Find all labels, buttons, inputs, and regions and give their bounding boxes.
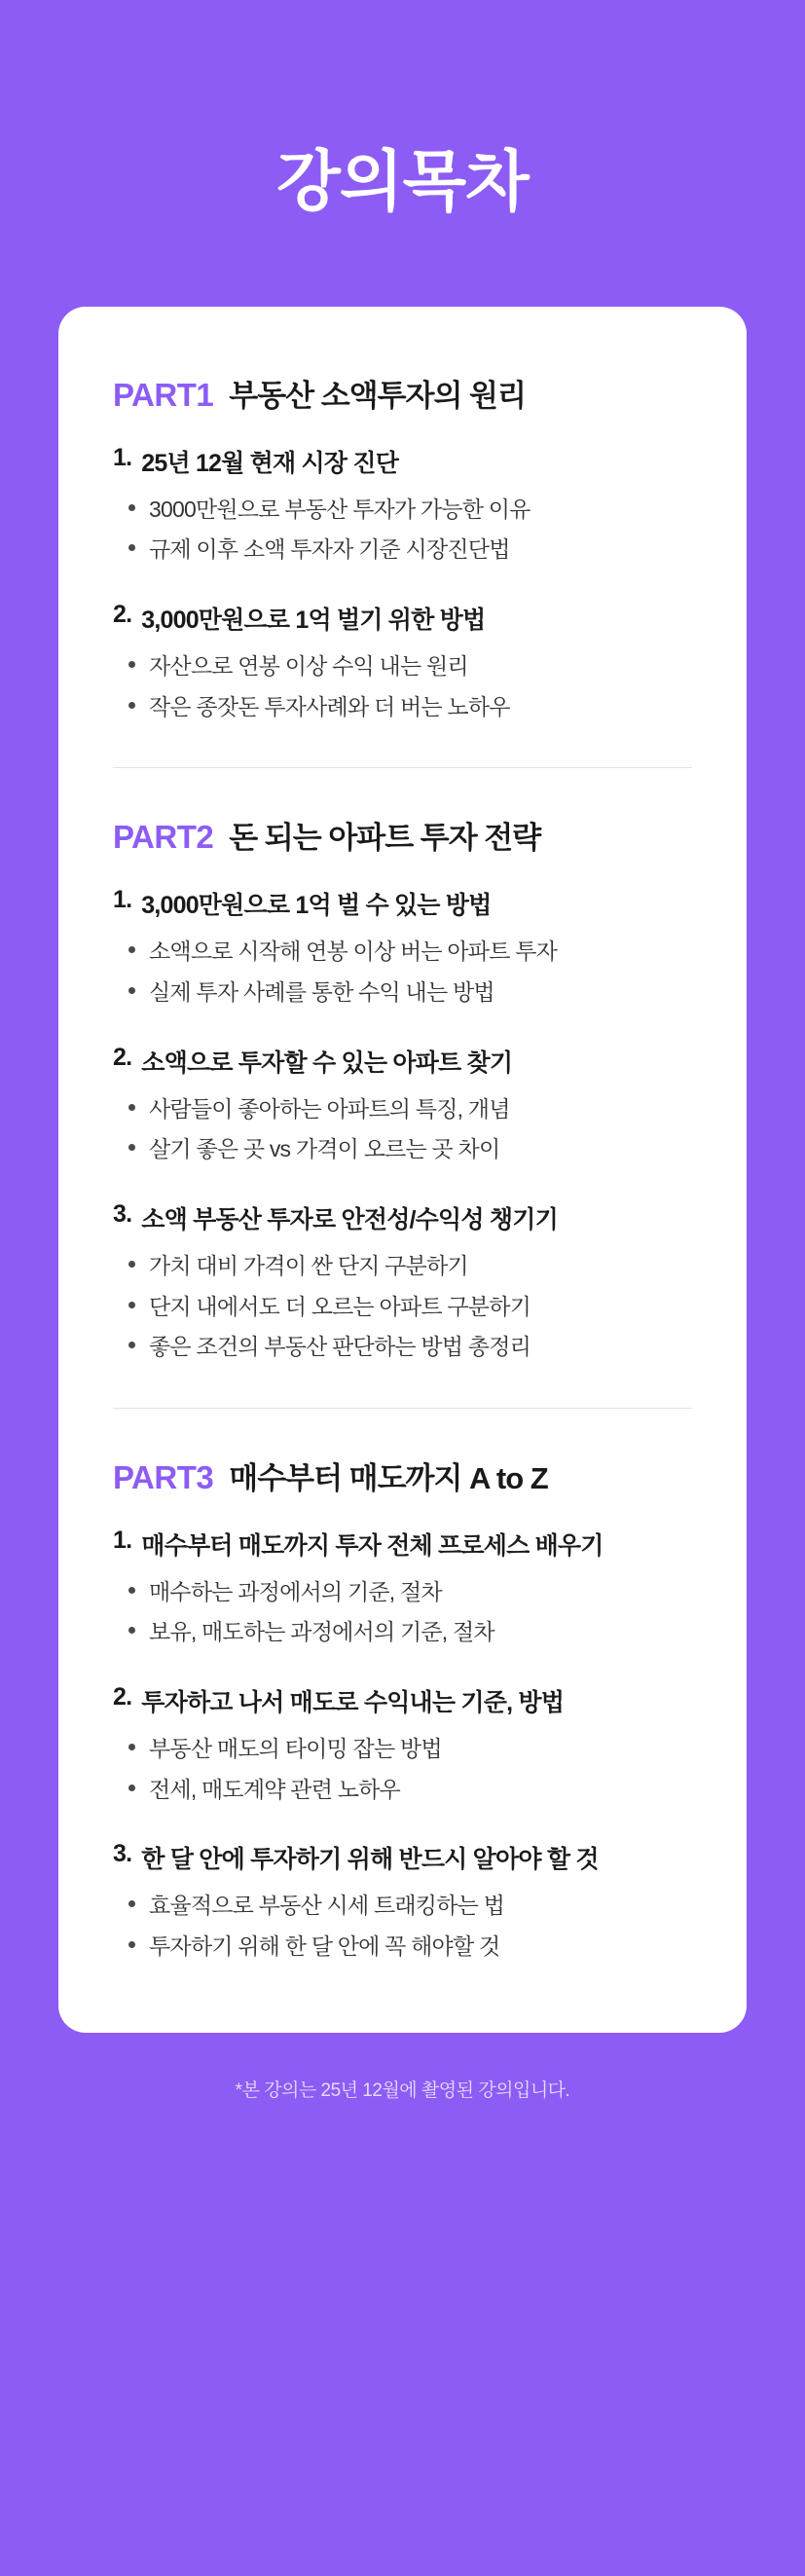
part-block-3 — [113, 1454, 692, 1965]
list-item-label: 보유, 매도하는 과정에서의 기준, 절차 — [149, 1619, 494, 1645]
bullet-dot-icon — [128, 1627, 135, 1634]
list-item — [113, 1930, 692, 1965]
section-label: 투자하고 나서 매도로 수익내는 기준, 방법 — [141, 1689, 565, 1717]
list-item-label: 실제 투자 사례를 통한 수익 내는 방법 — [149, 979, 494, 1005]
list-item-label: 단지 내에서도 더 오르는 아파트 구분하기 — [149, 1293, 531, 1319]
list-item-label: 부동산 매도의 타이밍 잡는 방법 — [149, 1736, 442, 1762]
bullet-list — [113, 1249, 692, 1365]
part-tag: PART1 — [113, 376, 214, 413]
bullet-list — [113, 649, 692, 724]
list-item — [113, 649, 692, 684]
part-tag: PART3 — [113, 1458, 214, 1495]
bullet-dot-icon — [128, 1104, 135, 1111]
list-item-label: 자산으로 연봉 이상 수익 내는 원리 — [149, 653, 468, 680]
part-title: 부동산 소액투자의 원리 — [229, 378, 526, 413]
list-item — [113, 1773, 692, 1808]
bullet-dot-icon — [128, 544, 135, 551]
section-number: 2. — [113, 1043, 132, 1071]
divider — [113, 1408, 692, 1409]
section — [113, 1527, 692, 1650]
bullet-list — [113, 1889, 692, 1964]
list-item — [113, 1249, 692, 1284]
list-item — [113, 1330, 692, 1365]
section-label: 소액으로 투자할 수 있는 아파트 찾기 — [141, 1049, 513, 1077]
list-item — [113, 1092, 692, 1127]
list-item — [113, 690, 692, 725]
bullet-list — [113, 493, 692, 568]
part-heading — [113, 1454, 692, 1497]
section-label: 25년 12월 현재 시장 진단 — [141, 449, 399, 477]
bullet-dot-icon — [128, 1785, 135, 1791]
bullet-list — [113, 1575, 692, 1650]
bullet-dot-icon — [128, 1744, 135, 1750]
bullet-dot-icon — [128, 1587, 135, 1594]
section-title — [113, 1200, 692, 1235]
bullet-dot-icon — [128, 504, 135, 511]
list-item — [113, 533, 692, 568]
part-heading — [113, 371, 692, 415]
list-item-label: 살기 좋은 곳 vs 가격이 오르는 곳 차이 — [149, 1136, 500, 1162]
section — [113, 1044, 692, 1167]
section — [113, 1840, 692, 1964]
list-item-label: 효율적으로 부동산 시세 트래킹하는 법 — [149, 1893, 505, 1919]
list-item-label: 규제 이후 소액 투자자 기준 시장진단법 — [149, 536, 510, 563]
list-item-label: 전세, 매도계약 관련 노하우 — [149, 1776, 400, 1802]
page-title: 강의목차 — [276, 145, 529, 219]
bullet-dot-icon — [128, 1342, 135, 1348]
section-number: 1. — [113, 443, 132, 471]
section — [113, 1683, 692, 1807]
divider — [113, 767, 692, 768]
list-item — [113, 935, 692, 970]
part-block-2 — [113, 813, 692, 1364]
section-number: 2. — [113, 601, 132, 629]
section-title — [113, 1840, 692, 1875]
bullet-dot-icon — [128, 946, 135, 953]
list-item — [113, 1889, 692, 1924]
bullet-dot-icon — [128, 1941, 135, 1948]
list-item-label: 가치 대비 가격이 싼 단지 구분하기 — [149, 1252, 468, 1278]
section-title — [113, 886, 692, 921]
section-label: 매수부터 매도까지 투자 전체 프로세스 배우기 — [141, 1531, 604, 1560]
list-item-label: 매수하는 과정에서의 기준, 절차 — [149, 1578, 442, 1604]
section-label: 3,000만원으로 1억 벌 수 있는 방법 — [141, 892, 492, 920]
section-label: 한 달 안에 투자하기 위해 반드시 알아야 할 것 — [141, 1846, 599, 1874]
list-item — [113, 1615, 692, 1650]
bullet-list — [113, 935, 692, 1010]
bullet-list — [113, 1732, 692, 1807]
list-item — [113, 1575, 692, 1610]
bullet-dot-icon — [128, 1144, 135, 1151]
section-title — [113, 1044, 692, 1079]
part-heading — [113, 813, 692, 857]
part-block-1 — [113, 371, 692, 725]
curriculum-card — [58, 307, 747, 2033]
bullet-dot-icon — [128, 987, 135, 994]
section-number: 1. — [113, 886, 132, 914]
section-label: 소액 부동산 투자로 안전성/수익성 챙기기 — [141, 1205, 558, 1233]
section — [113, 1200, 692, 1365]
section — [113, 601, 692, 724]
bullet-list — [113, 1092, 692, 1167]
list-item-label: 사람들이 좋아하는 아파트의 특징, 개념 — [149, 1095, 510, 1122]
section-title — [113, 444, 692, 479]
section-title — [113, 1683, 692, 1718]
list-item-label: 작은 종잣돈 투자사례와 더 버는 노하우 — [149, 693, 510, 719]
part-title: 돈 되는 아파트 투자 전략 — [229, 821, 541, 856]
list-item-label: 3000만원으로 부동산 투자가 가능한 이유 — [149, 496, 531, 522]
bullet-dot-icon — [128, 702, 135, 709]
section — [113, 886, 692, 1010]
list-item-label: 소액으로 시작해 연봉 이상 버는 아파트 투자 — [149, 938, 558, 965]
part-title: 매수부터 매도까지 A to Z — [229, 1460, 548, 1495]
section-number: 1. — [113, 1526, 132, 1554]
list-item — [113, 1290, 692, 1325]
section-number: 3. — [113, 1199, 132, 1228]
bullet-dot-icon — [128, 661, 135, 668]
list-item — [113, 1132, 692, 1167]
section-number: 2. — [113, 1683, 132, 1711]
bullet-dot-icon — [128, 1900, 135, 1907]
section-title — [113, 1527, 692, 1562]
section-label: 3,000만원으로 1억 벌기 위한 방법 — [141, 607, 486, 635]
list-item — [113, 493, 692, 528]
section-number: 3. — [113, 1840, 132, 1868]
section — [113, 444, 692, 568]
bullet-dot-icon — [128, 1302, 135, 1308]
list-item — [113, 1732, 692, 1767]
list-item-label: 좋은 조건의 부동산 판단하는 방법 총정리 — [149, 1334, 531, 1360]
bullet-dot-icon — [128, 1261, 135, 1268]
part-tag: PART2 — [113, 819, 214, 856]
footnote: *본 강의는 25년 12월에 촬영된 강의입니다. — [235, 2079, 570, 2101]
list-item — [113, 975, 692, 1011]
section-title — [113, 601, 692, 636]
list-item-label: 투자하기 위해 한 달 안에 꼭 해야할 것 — [149, 1933, 500, 1960]
